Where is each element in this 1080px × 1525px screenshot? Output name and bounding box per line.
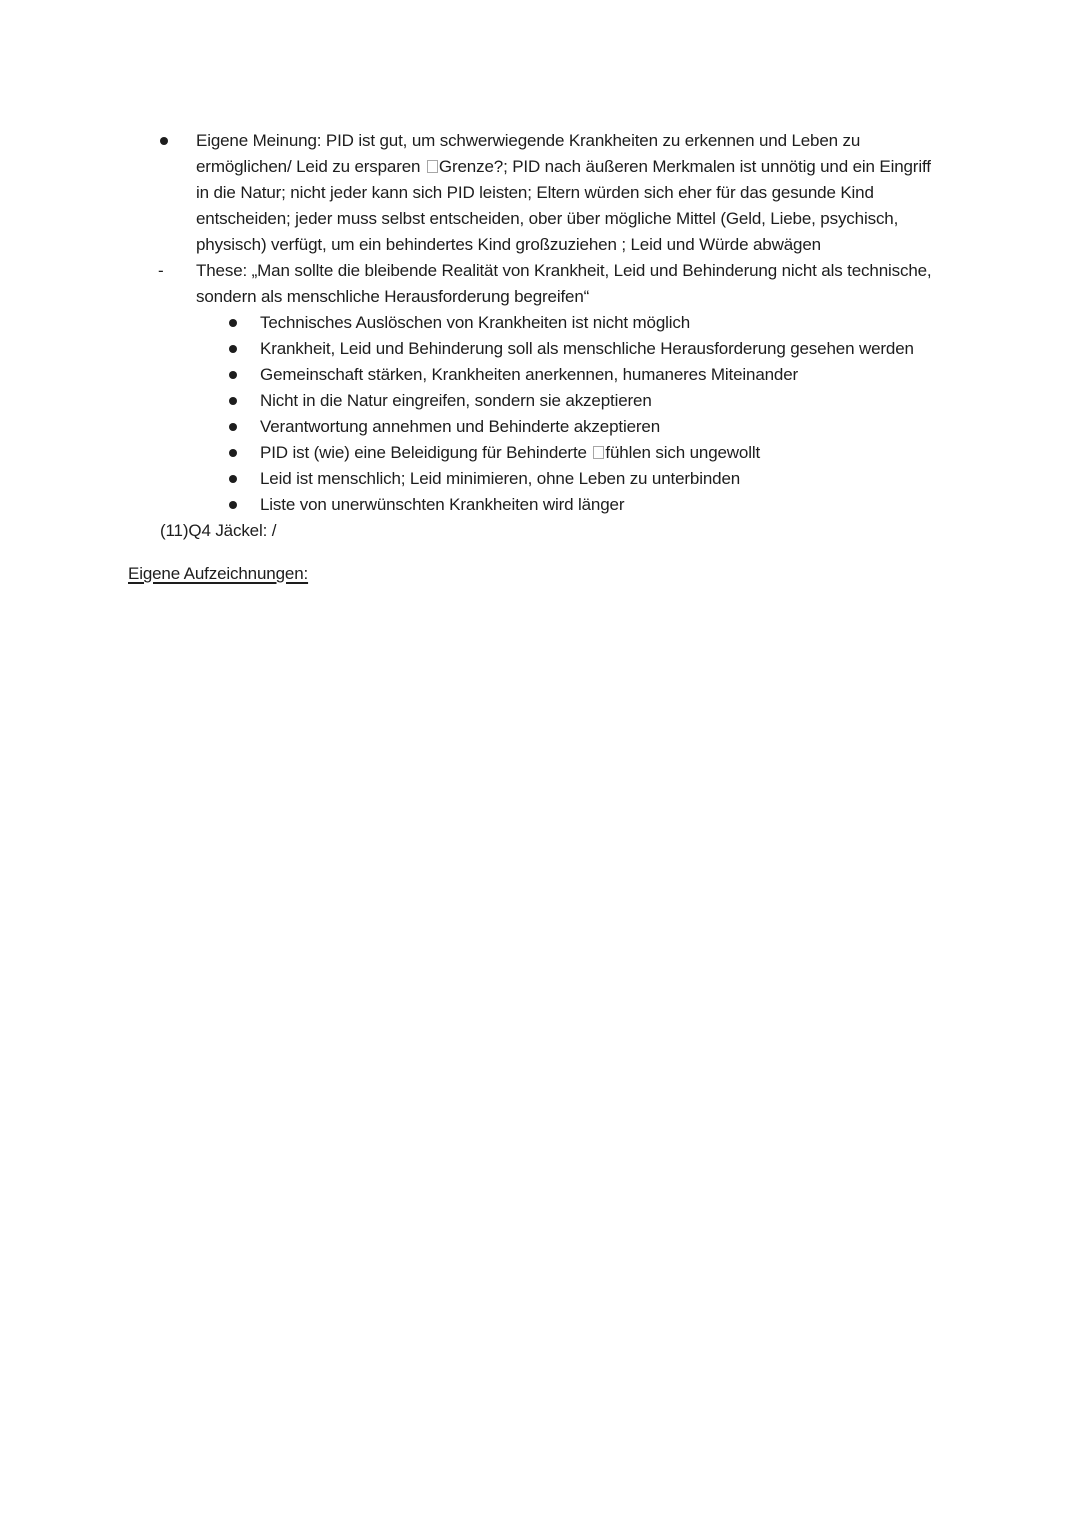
bullet-dot-icon [229, 345, 237, 353]
sub-bullet-text: Nicht in die Natur eingreifen, sondern sie akzeptieren [260, 391, 652, 410]
missing-glyph-box-icon [593, 446, 604, 459]
these-dash-item [158, 258, 940, 310]
bullet-dot-icon [229, 423, 237, 431]
missing-glyph-box-icon [427, 160, 438, 173]
q4-jaeckel-line: (11)Q4 Jäckel: / [160, 521, 277, 540]
bullet-dot-icon [229, 319, 237, 327]
notes-content [0, 128, 1080, 587]
sub-bullet-item [260, 362, 944, 388]
sub-bullet-item [260, 388, 944, 414]
sub-bullet-item [260, 310, 944, 336]
bullet-dot-icon [229, 475, 237, 483]
sub-bullet-item [260, 466, 944, 492]
bullet-dot-icon [229, 371, 237, 379]
sub-bullet-text: Gemeinschaft stärken, Krankheiten anerkennen, humaneres Miteinander [260, 365, 799, 384]
sub-bullet-text: Leid ist menschlich; Leid minimieren, ohne Leben zu unterbinden [260, 469, 741, 488]
bullet-dot-icon [229, 501, 237, 509]
opinion-bullet-item [196, 128, 940, 258]
bullet-dot-icon [160, 137, 168, 145]
sub-bullet-item [260, 492, 944, 518]
sub-bullet-item [260, 336, 944, 362]
sub-bullet-text: Krankheit, Leid und Behinderung soll als menschliche Herausforderung gesehen werden [260, 339, 914, 358]
own-notes-heading: Eigene Aufzeichnungen: [128, 564, 309, 583]
dash-marker: - [158, 261, 164, 280]
opinion-bullet-text: Eigene Meinung: PID ist gut, um schwerwiegende Krankheiten zu erkennen und Leben zu ermöglichen/ Leid zu ersparen Grenze?; PID nach äußeren Merkmalen ist unnötig und ein Eingriff in die Natur; nicht jeder kann sich PID leisten; Eltern würden sich eher für das gesunde Kind entscheiden; jeder muss selbst entscheiden, ober über mögliche Mittel (Geld, Liebe, psychisch, physisch) verfügt, um ein behindertes Kind großzuziehen ; Leid und Würde abwägen [196, 131, 931, 254]
sub-bullet-text: Liste von unerwünschten Krankheiten wird länger [260, 495, 625, 514]
these-text: These: „Man sollte die bleibende Realität von Krankheit, Leid und Behinderung nicht als technische, sondern als menschliche Herausforderung begreifen“ [196, 261, 932, 306]
sub-bullet-text: Technisches Auslöschen von Krankheiten ist nicht möglich [260, 313, 691, 332]
sub-bullet-text: PID ist (wie) eine Beleidigung für Behinderte fühlen sich ungewollt [260, 443, 761, 462]
sub-bullet-item [260, 414, 944, 440]
sub-bullet-item [260, 440, 944, 466]
sub-bullet-text: Verantwortung annehmen und Behinderte akzeptieren [260, 417, 660, 436]
bullet-dot-icon [229, 449, 237, 457]
bullet-dot-icon [229, 397, 237, 405]
